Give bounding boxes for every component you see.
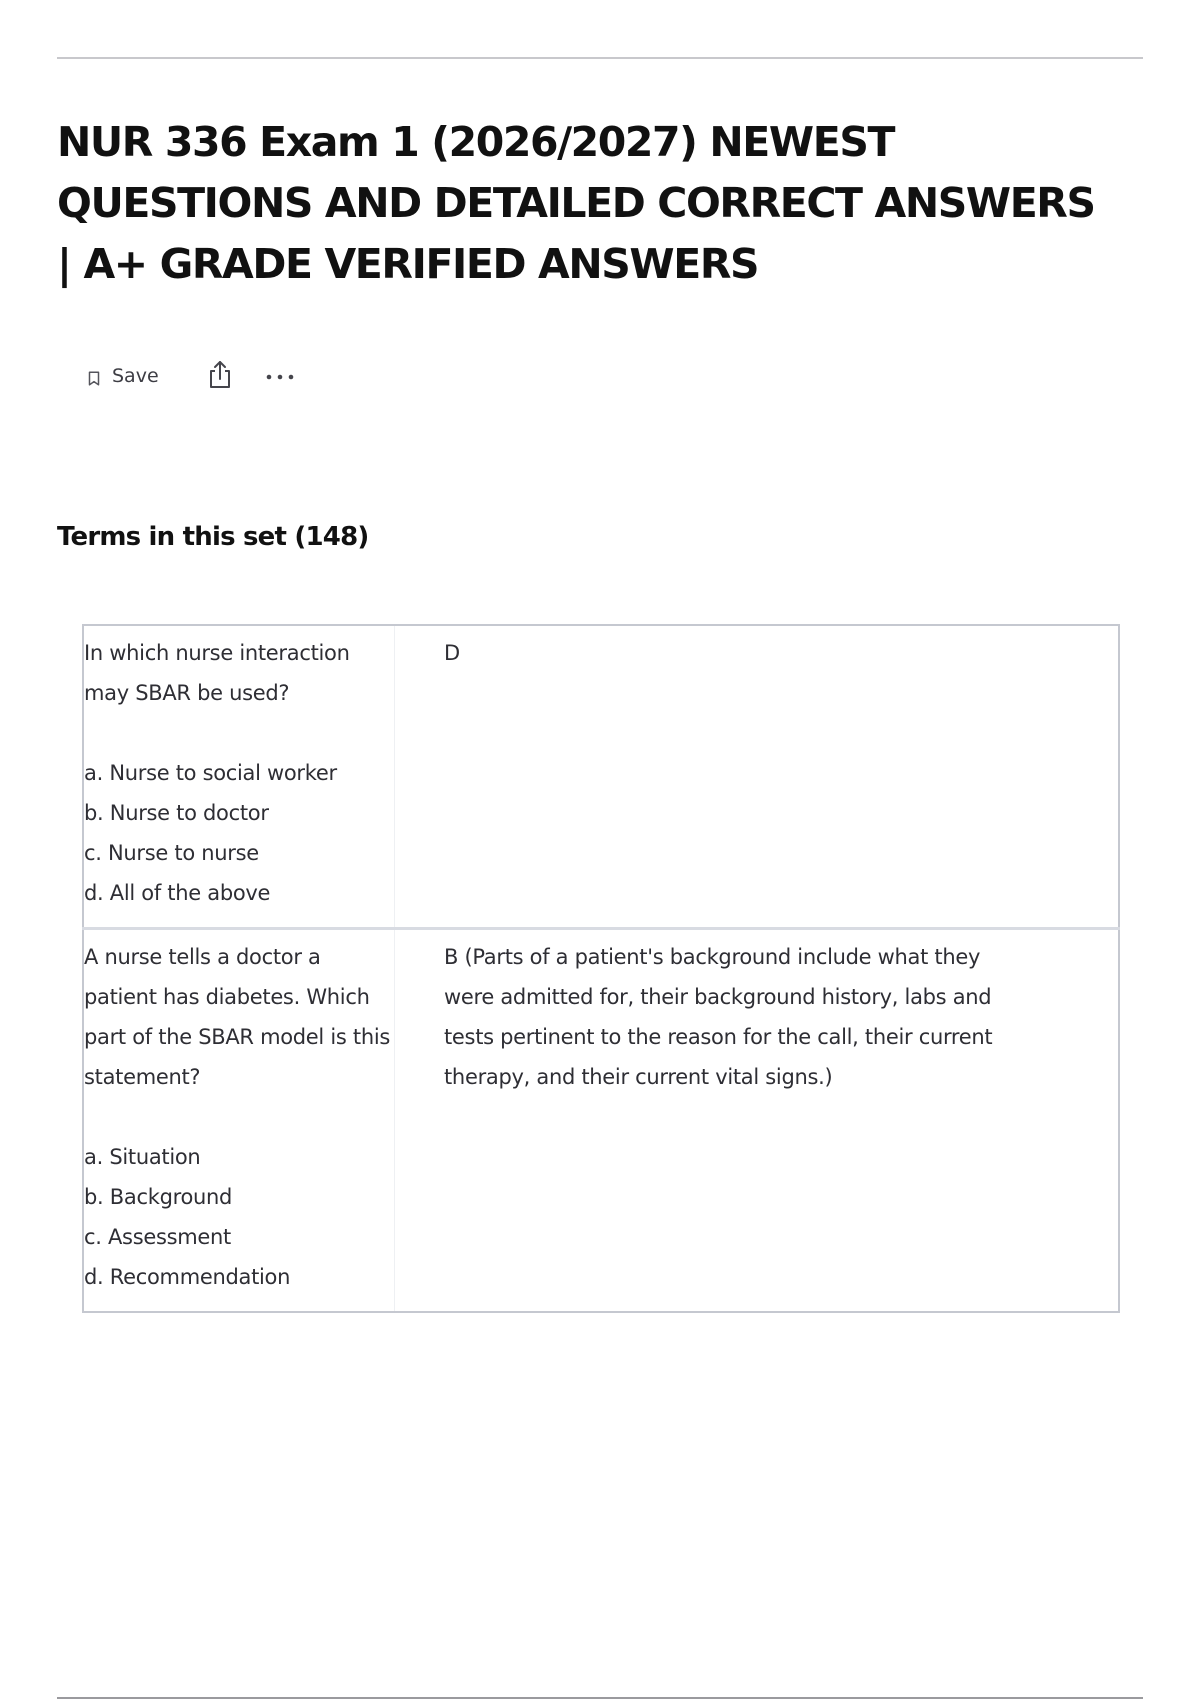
save-button[interactable] <box>82 365 165 387</box>
terms-table <box>82 624 1120 1313</box>
more-options-button[interactable] <box>265 369 295 384</box>
term-cell: A nurse tells a doctor a patient has diabetes. Which part of the SBAR model is this statement? a. Situation b. Background c. Assessment d. Recommendation <box>83 929 395 1313</box>
term-card-row <box>83 625 1119 929</box>
definition-text: B (Parts of a patient's background include what they were admitted for, their background history, labs and tests pertinent to the reason for the call, their current therapy, and their current vital signs.) <box>444 945 993 1089</box>
bottom-divider <box>57 1697 1143 1699</box>
bookmark-icon <box>88 369 100 384</box>
save-label: Save <box>112 365 159 387</box>
set-toolbar <box>82 356 295 396</box>
definition-cell <box>395 929 1120 1313</box>
definition-text: D <box>444 641 460 665</box>
term-card-row <box>83 929 1119 1313</box>
definition-cell <box>395 625 1120 929</box>
top-divider <box>57 57 1143 59</box>
share-icon <box>207 360 233 393</box>
page-title: NUR 336 Exam 1 (2026/2027) NEWEST QUESTIONS AND DETAILED CORRECT ANSWERS | A+ GRADE VERIFIED ANSWERS <box>57 118 1095 288</box>
more-options-icon <box>265 369 295 384</box>
share-button[interactable] <box>207 360 233 393</box>
terms-count-heading: Terms in this set (148) <box>57 522 369 552</box>
term-cell: In which nurse interaction may SBAR be used? a. Nurse to social worker b. Nurse to doctor c. Nurse to nurse d. All of the above <box>83 625 395 929</box>
